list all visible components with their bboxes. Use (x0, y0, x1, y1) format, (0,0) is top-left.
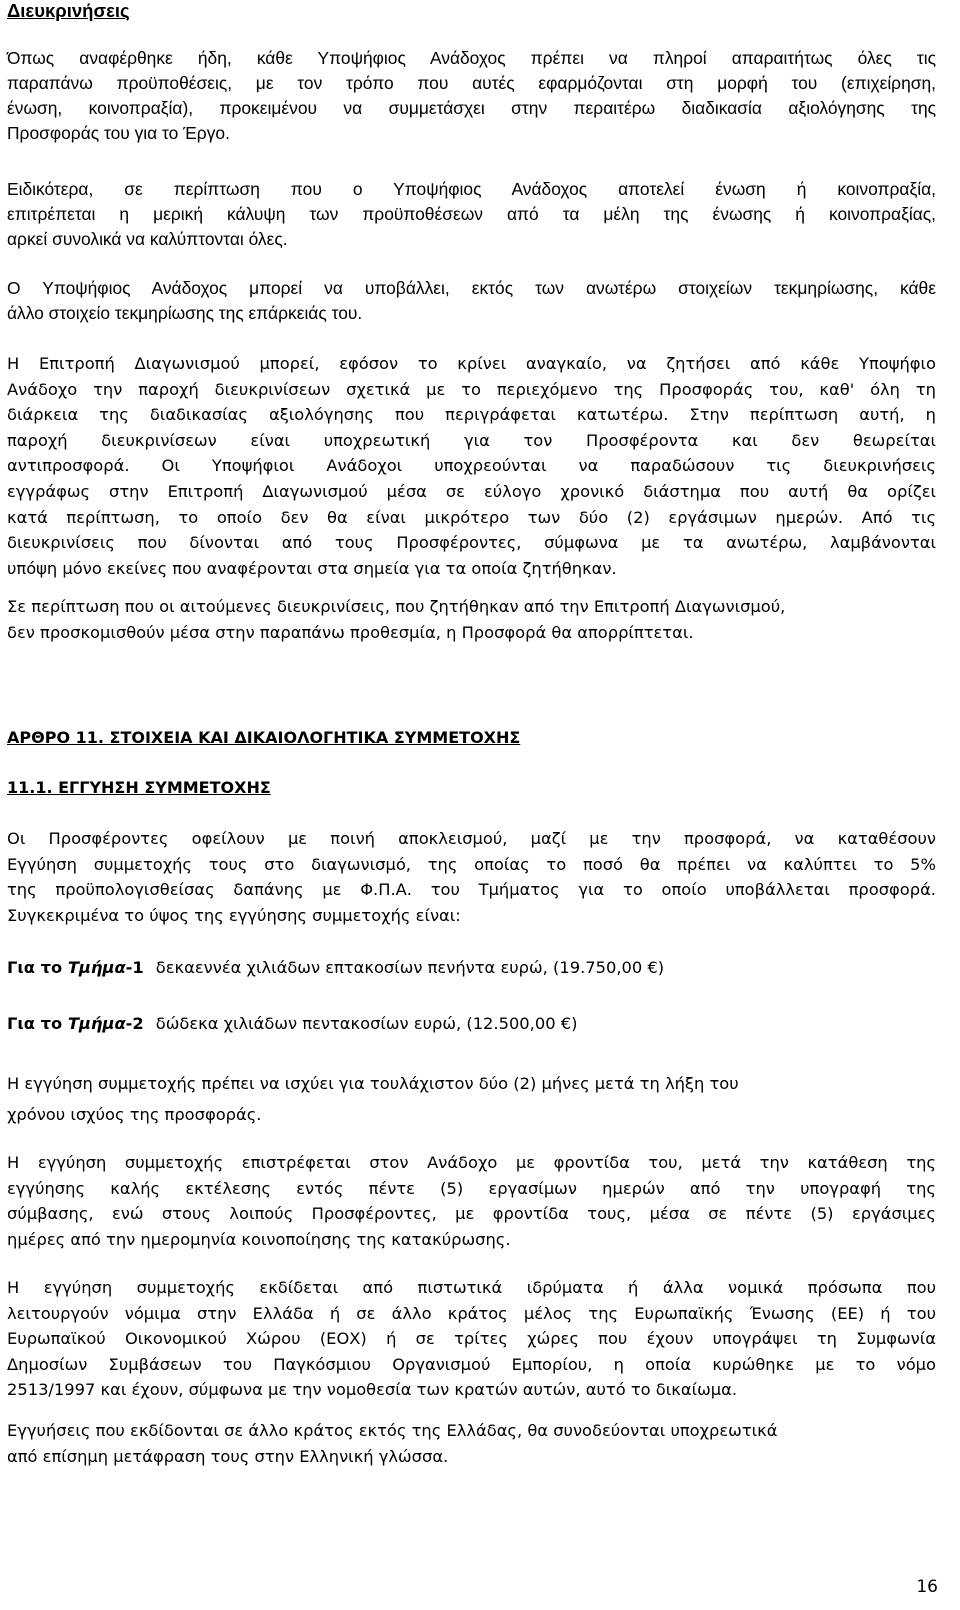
text-line: από επίσημη μετάφραση τους στην Ελληνική γλώσσα. (7, 1446, 449, 1466)
text-line: υπόψη μόνο εκείνες που αναφέρονται στα σημεία για τα οποία ζητήθηκαν. (7, 558, 617, 578)
page-number: 16 (916, 1577, 938, 1597)
article-title (7, 728, 936, 747)
text-line: Ανάδοχο την παροχή διευκρινίσεων σχετικά με το περιεχόμενο της Προσφοράς του, καθ' όλη τη (7, 379, 936, 399)
lot-suffix: -2 (125, 1014, 144, 1033)
text-line: Εγγυήσεις που εκδίδονται σε άλλο κράτος εκτός της Ελλάδας, θα συνοδεύονται υποχρεωτικά (7, 1421, 778, 1440)
lot-prefix: Για το (7, 958, 68, 977)
text-line: Όπως αναφέρθηκε ήδη, κάθε Υποψήφιος Ανάδοχος πρέπει να πληροί απαραιτήτως όλες τις (7, 48, 936, 68)
text-line: της προϋπολογισθείσας δαπάνης με Φ.Π.Α. του Τμήματος για το οποίο υποβάλλεται προσφορά. (7, 880, 936, 900)
paragraph-union (7, 177, 936, 252)
text-line: Συγκεκριμένα το ύψος της εγγύησης συμμετοχής είναι: (7, 905, 461, 925)
text-line: Η εγγύηση συμμετοχής πρέπει να ισχύει για τουλάχιστον δύο (2) μήνες μετά τη λήξη του (7, 1074, 739, 1093)
text-line: Η εγγύηση συμμετοχής εκδίδεται από πιστωτικά ιδρύματα ή άλλα νομικά πρόσωπα που (7, 1278, 936, 1297)
text-line: αντιπροσφορά. Οι Υποψήφιοι Ανάδοχοι υποχρεούνται να παραδώσουν τις διευκρινήσεις (7, 456, 936, 476)
paragraph-guarantee (7, 826, 936, 928)
paragraph-evidence (7, 276, 936, 326)
text-line: άλλο στοιχείο τεκμηρίωσης της επάρκειάς του. (7, 303, 363, 323)
text-line: Σε περίπτωση που οι αιτούμενες διευκρινίσεις, που ζητήθηκαν από την Επιτροπή Διαγωνισμού, (7, 597, 786, 616)
text-line: Η εγγύηση συμμετοχής επιστρέφεται στον Ανάδοχο με φροντίδα του, μετά την κατάθεση της (7, 1153, 936, 1172)
text-line: παραπάνω προϋποθέσεις, με τον τρόπο που αυτές εφαρμόζονται στη μορφή του (επιχείρηση, (7, 73, 936, 93)
lot-2-guarantee (7, 1014, 936, 1033)
text-line: κατά περίπτωση, το οποίο δεν θα είναι μικρότερο των δύο (2) εργάσιμων ημερών. Από τις (7, 507, 936, 527)
text-line: διάρκεια της διαδικασίας αξιολόγησης που περιγράφεται κατωτέρω. Στην περίπτωση αυτή, η (7, 405, 936, 425)
text-line: 2513/1997 και έχουν, σύμφωνα με την νομοθεσία των κρατών αυτών, αυτό το δικαίωμα. (7, 1380, 737, 1400)
text-line: λειτουργούν νόμιμα στην Ελλάδα ή σε άλλο κράτος μέλος της Ευρωπαϊκής Ένωσης (ΕΕ) ή του (7, 1303, 936, 1323)
text-line: ημέρες από την ημερομηνία κοινοποίησης της κατακύρωσης. (7, 1229, 511, 1249)
paragraph-issuer (7, 1275, 936, 1403)
text-line: Ειδικότερα, σε περίπτωση που ο Υποψήφιος Ανάδοχος αποτελεί ένωση ή κοινοπραξία, (7, 179, 936, 199)
paragraph-foreign (7, 1418, 936, 1469)
text-line: Προσφοράς του για το Έργο. (7, 123, 230, 143)
lot-suffix: -1 (125, 958, 144, 977)
lot-word: Τμήμα (67, 958, 126, 977)
text-line: Η Επιτροπή Διαγωνισμού μπορεί, εφόσον το κρίνει αναγκαίο, να ζητήσει από κάθε Υποψήφιο (7, 354, 936, 373)
text-line: Δημοσίων Συμβάσεων του Παγκόσμιου Οργανισμού Εμπορίου, η οποία κυρώθηκε με το νόμο (7, 1354, 936, 1374)
text-line: Εγγύηση συμμετοχής τους στο διαγωνισμό, της οποίας το ποσό θα πρέπει να καλύπτει το 5% (7, 854, 936, 874)
text-line: παροχή διευκρινίσεων είναι υποχρεωτική για τον Προσφέροντα και δεν θεωρείται (7, 430, 936, 450)
text-line: ένωση, κοινοπραξία), προκειμένου να συμμετάσχει στην περαιτέρω διαδικασία αξιολόγησης της (7, 98, 936, 118)
text-line: Ο Υποψήφιος Ανάδοχος μπορεί να υποβάλλει, εκτός των ανωτέρω στοιχείων τεκμηρίωσης, κάθε (7, 278, 936, 298)
lot-1-guarantee (7, 958, 936, 977)
text-line: χρόνου ισχύος της προσφοράς. (7, 1105, 262, 1124)
lot-label (7, 958, 144, 977)
paragraph-clarifications (7, 351, 936, 581)
lot-amount: δώδεκα χιλιάδων πεντακοσίων ευρώ, (12.500,00 €) (155, 1014, 578, 1033)
paragraph-intro (7, 46, 936, 146)
text-line: δεν προσκομισθούν μέσα στην παραπάνω προθεσμία, η Προσφορά θα απορρίπτεται. (7, 622, 694, 642)
lot-word: Τμήμα (67, 1014, 126, 1033)
section-title: Διευκρινήσεις (7, 0, 130, 21)
paragraph-return (7, 1150, 936, 1252)
lot-label (7, 1014, 144, 1033)
text-line: σύμβασης, ενώ στους λοιπούς Προσφέροντες, με φροντίδα τους, μέσα σε πέντε (5) εργάσιμες (7, 1204, 936, 1224)
text-line: Οι Προσφέροντες οφείλουν με ποινή αποκλεισμού, μαζί με την προσφορά, να καταθέσουν (7, 829, 936, 848)
subsection-title (7, 778, 936, 797)
paragraph-rejection (7, 594, 936, 645)
text-line: εγγράφως στην Επιτροπή Διαγωνισμού μέσα σε εύλογο χρονικό διάστημα που αυτή θα ορίζει (7, 481, 936, 501)
subsection-title-text: 11.1. ΕΓΓΥΗΣΗ ΣΥΜΜΕΤΟΧΗΣ (7, 778, 271, 797)
text-line: αρκεί συνολικά να καλύπτονται όλες. (7, 229, 288, 249)
text-line: διευκρινίσεις που δίνονται από τους Προσφέροντες, σύμφωνα με τα ανωτέρω, λαμβάνονται (7, 533, 936, 553)
article-title-text: ΑΡΘΡΟ 11. ΣΤΟΙΧΕΙΑ ΚΑΙ ΔΙΚΑΙΟΛΟΓΗΤΙΚΑ ΣΥΜΜΕΤΟΧΗΣ (7, 728, 521, 747)
paragraph-validity (7, 1068, 936, 1130)
lot-prefix: Για το (7, 1014, 68, 1033)
text-line: εγγύησης καλής εκτέλεσης εντός πέντε (5) εργασίμων ημερών από την υπογραφή της (7, 1178, 936, 1198)
lot-amount: δεκαεννέα χιλιάδων επτακοσίων πενήντα ευρώ, (19.750,00 €) (155, 958, 665, 977)
text-line: Ευρωπαϊκού Οικονομικού Χώρου (ΕΟΧ) ή σε τρίτες χώρες που έχουν υπογράψει τη Συμφωνία (7, 1329, 936, 1349)
text-line: επιτρέπεται η μερική κάλυψη των προϋποθέσεων από τα μέλη της ένωσης ή κοινοπραξίας, (7, 204, 936, 224)
